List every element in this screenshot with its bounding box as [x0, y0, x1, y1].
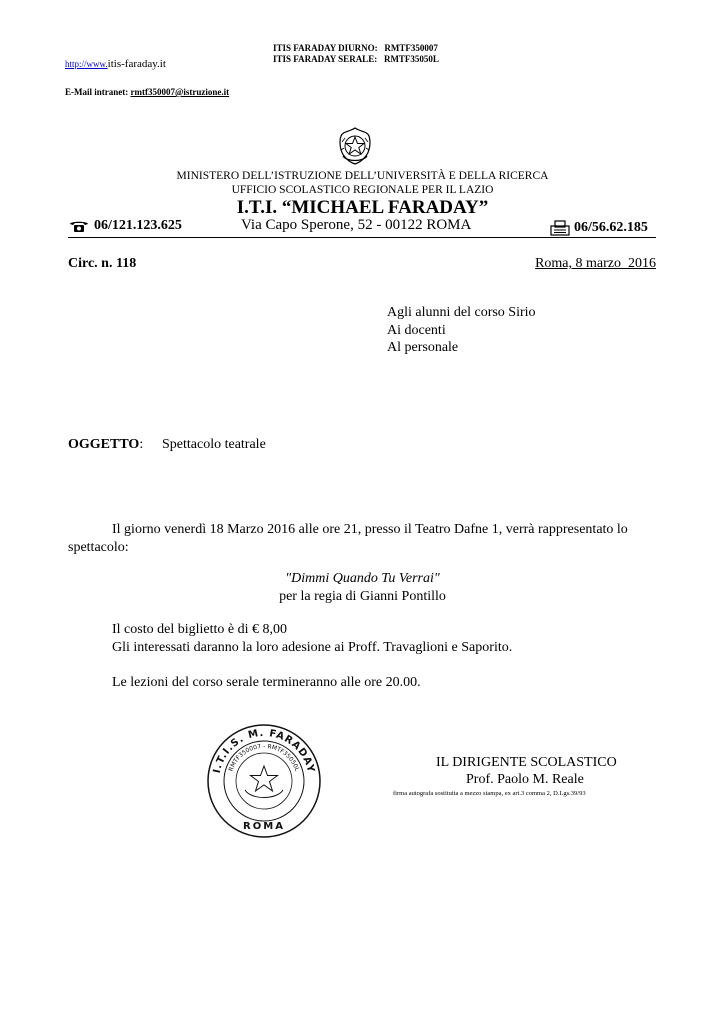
- fax-number: 06/56.62.185: [574, 220, 648, 235]
- stamp-code-text: RMTF350007 - RMTF35050L: [227, 742, 301, 773]
- website-domain: itis-faraday.it: [107, 58, 166, 70]
- regional-office: UFFICIO SCOLASTICO REGIONALE PER IL LAZIO: [231, 184, 494, 196]
- recipients-block: [387, 304, 536, 357]
- school-stamp: [205, 722, 323, 840]
- stamp-bottom-text: ROMA: [243, 821, 285, 832]
- subject-text: Spettacolo teatrale: [162, 437, 266, 452]
- subject-colon: :: [139, 437, 144, 452]
- show-title: "Dimmi Quando Tu Verrai": [285, 571, 440, 586]
- recipient-staff: Al personale: [387, 340, 459, 355]
- website-line[interactable]: [65, 58, 166, 70]
- stamp-ring-text: I.T.I.S. M. FARADAY: [211, 727, 317, 775]
- school-address: Via Capo Sperone, 52 - 00122 ROMA: [241, 217, 472, 233]
- show-director: per la regia di Gianni Pontillo: [279, 589, 446, 604]
- phone-number: 06/121.123.625: [94, 218, 182, 233]
- signature-note: firma autografa sostituita a mezzo stampa, ex art.3 comma 2, D.Lgs.39/93: [393, 790, 586, 797]
- ministry-title: MINISTERO DELL’ISTRUZIONE DELL’UNIVERSITÀ E DELLA RICERCA: [176, 170, 549, 182]
- body-paragraph-line2: spettacolo:: [68, 540, 129, 555]
- telephone-icon: [68, 219, 90, 233]
- school-codes: [273, 43, 439, 65]
- signatory-name: Prof. Paolo M. Reale: [466, 772, 584, 787]
- italian-republic-emblem-icon: [337, 126, 373, 166]
- fax-block: [550, 220, 648, 236]
- recipient-students: Agli alunni del corso Sirio: [387, 305, 536, 320]
- fax-icon: [550, 220, 570, 236]
- body-paragraph-line1: Il giorno venerdì 18 Marzo 2016 alle ore 21, presso il Teatro Dafne 1, verrà rappresentato lo: [112, 522, 628, 537]
- ticket-cost: Il costo del biglietto è di € 8,00: [112, 622, 287, 637]
- place-date: Roma, 8 marzo 2016: [535, 256, 656, 271]
- signatory-role: IL DIRIGENTE SCOLASTICO: [436, 755, 617, 770]
- email-line: [65, 87, 229, 97]
- code-serale: ITIS FARADAY SERALE: RMTF35050L: [273, 54, 439, 64]
- school-name: I.T.I. “MICHAEL FARADAY”: [236, 197, 489, 218]
- phone-block: [68, 218, 182, 234]
- stamp-graphic: [205, 722, 323, 840]
- header-divider: [68, 237, 656, 238]
- subject-label: OGGETTO: [68, 437, 140, 452]
- website-link[interactable]: http://www.: [65, 59, 108, 69]
- email-address[interactable]: rmtf350007@istruzione.it: [130, 87, 230, 97]
- lessons-note: Le lezioni del corso serale termineranno alle ore 20.00.: [112, 675, 421, 690]
- code-diurno: ITIS FARADAY DIURNO: RMTF350007: [273, 43, 438, 53]
- email-label: E-Mail intranet:: [65, 87, 131, 97]
- recipient-teachers: Ai docenti: [387, 322, 446, 338]
- interested-note: Gli interessati daranno la loro adesione ai Proff. Travaglioni e Saporito.: [112, 640, 513, 655]
- circular-number: Circ. n. 118: [68, 256, 137, 271]
- subject-line: [68, 437, 143, 453]
